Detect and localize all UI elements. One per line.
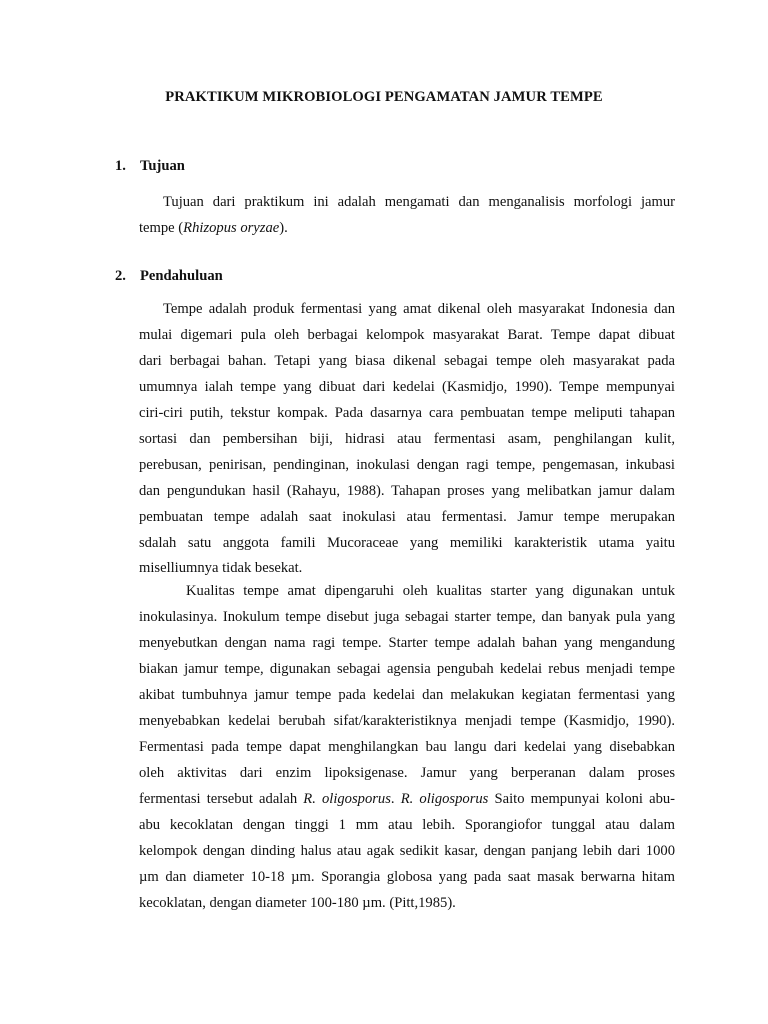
text-segment: abu kecoklatan dengan tinggi 1 mm atau lebih. Sporangiofor tunggal atau dalam	[139, 817, 675, 833]
paragraph-line	[163, 300, 675, 318]
page-title: PRAKTIKUM MIKROBIOLOGI PENGAMATAN JAMUR TEMPE	[165, 89, 603, 105]
paragraph-line	[139, 352, 675, 370]
text-segment: dan pengundukan hasil (Rahayu, 1988). Tahapan proses yang melibatkan jamur dalam	[139, 483, 675, 499]
paragraph-line	[139, 508, 675, 526]
section-number: 1.	[115, 158, 126, 174]
text-segment: pembuatan tempe adalah saat inokulasi atau fermentasi. Jamur tempe merupakan	[139, 509, 675, 525]
text-segment: µm dan diameter 10-18 µm. Sporangia globosa yang pada saat masak berwarna hitam	[139, 869, 675, 885]
section-heading-pendahuluan	[115, 268, 223, 285]
paragraph-line	[139, 660, 675, 678]
section-heading-tujuan	[115, 158, 185, 175]
text-segment: inokulasinya. Inokulum tempe disebut juga sebagai starter tempe, dan banyak pula yang	[139, 609, 675, 625]
text-segment: Tempe adalah produk fermentasi yang amat dikenal oleh masyarakat Indonesia dan	[163, 301, 675, 317]
text-segment: fermentasi tersebut adalah	[139, 791, 304, 807]
paragraph-line	[139, 608, 675, 626]
italic-text: R. oligosporus	[400, 791, 489, 807]
paragraph-line	[139, 712, 675, 730]
text-segment: perebusan, penirisan, pendinginan, inokulasi dengan ragi tempe, pengemasan, inkubasi	[139, 457, 675, 473]
paragraph-line	[139, 842, 675, 860]
paragraph-line	[139, 534, 675, 552]
text-segment: dari berbagai bahan. Tetapi yang biasa dikenal sebagai tempe oleh masyarakat pada	[139, 353, 675, 369]
text-segment: umumnya ialah tempe yang dibuat dari kedelai (Kasmidjo, 1990). Tempe mempunyai	[139, 379, 675, 395]
text-segment: tempe (	[139, 220, 184, 236]
text-segment: mulai digemari pula oleh berbagai kelompok masyarakat Barat. Tempe dapat dibuat	[139, 327, 675, 343]
section-number: 2.	[115, 268, 126, 284]
text-segment: menyebabkan kedelai berubah sifat/karakteristiknya menjadi tempe (Kasmidjo, 1990).	[139, 713, 675, 729]
text-segment: oleh aktivitas dari enzim lipoksigenase. Jamur yang berperanan dalam proses	[139, 765, 675, 781]
paragraph-line	[139, 738, 675, 756]
italic-text: Rhizopus oryzae	[183, 220, 280, 236]
paragraph-line	[139, 634, 675, 652]
paragraph-line	[139, 482, 675, 500]
text-segment: Fermentasi pada tempe dapat menghilangkan bau langu dari kedelai yang disebabkan	[139, 739, 675, 755]
text-segment: Kualitas tempe amat dipengaruhi oleh kualitas starter yang digunakan untuk	[186, 583, 675, 599]
text-segment: kecoklatan, dengan diameter 100-180 µm. (Pitt,1985).	[139, 895, 456, 911]
paragraph-line	[139, 764, 675, 782]
paragraph-line	[186, 582, 675, 600]
text-segment: menyebutkan dengan nama ragi tempe. Starter tempe adalah bahan yang mengandung	[139, 635, 675, 651]
paragraph-line	[139, 430, 675, 448]
text-segment: miselliumnya tidak besekat.	[139, 560, 303, 576]
text-segment: kelompok dengan dinding halus atau agak sedikit kasar, dengan panjang lebih dari 1000	[139, 843, 675, 859]
section-title: Pendahuluan	[140, 268, 223, 284]
paragraph-line	[139, 404, 675, 422]
paragraph-line	[139, 456, 675, 474]
text-segment: .	[390, 791, 401, 807]
paragraph-line	[139, 559, 675, 577]
paragraph-line	[139, 816, 675, 834]
paragraph-line	[139, 686, 675, 704]
text-segment: Saito mempunyai koloni abu-	[488, 791, 676, 807]
text-segment: biakan jamur tempe, digunakan sebagai agensia pengubah kedelai rebus menjadi tempe	[139, 661, 675, 677]
text-segment: sdalah satu anggota famili Mucoraceae yang memiliki karakteristik utama yaitu	[139, 535, 675, 551]
paragraph-line	[139, 378, 675, 396]
paragraph-line	[139, 790, 675, 808]
paragraph-line	[139, 326, 675, 344]
text-segment: ciri-ciri putih, tekstur kompak. Pada dasarnya cara pembuatan tempe meliputi tahapan	[139, 405, 675, 421]
text-segment: akibat tumbuhnya jamur tempe pada kedelai dan melakukan kegiatan fermentasi yang	[139, 687, 675, 703]
italic-text: R. oligosporus	[303, 791, 391, 807]
paragraph-line	[139, 868, 675, 886]
text-segment: sortasi dan pembersihan biji, hidrasi atau fermentasi asam, penghilangan kulit,	[139, 431, 675, 447]
text-segment: ).	[279, 220, 288, 236]
paragraph-line	[139, 894, 675, 912]
paragraph-line	[163, 193, 675, 211]
section-title: Tujuan	[140, 158, 185, 174]
text-segment: Tujuan dari praktikum ini adalah mengamati dan menganalisis morfologi jamur	[163, 194, 675, 210]
paragraph-line	[139, 219, 675, 237]
